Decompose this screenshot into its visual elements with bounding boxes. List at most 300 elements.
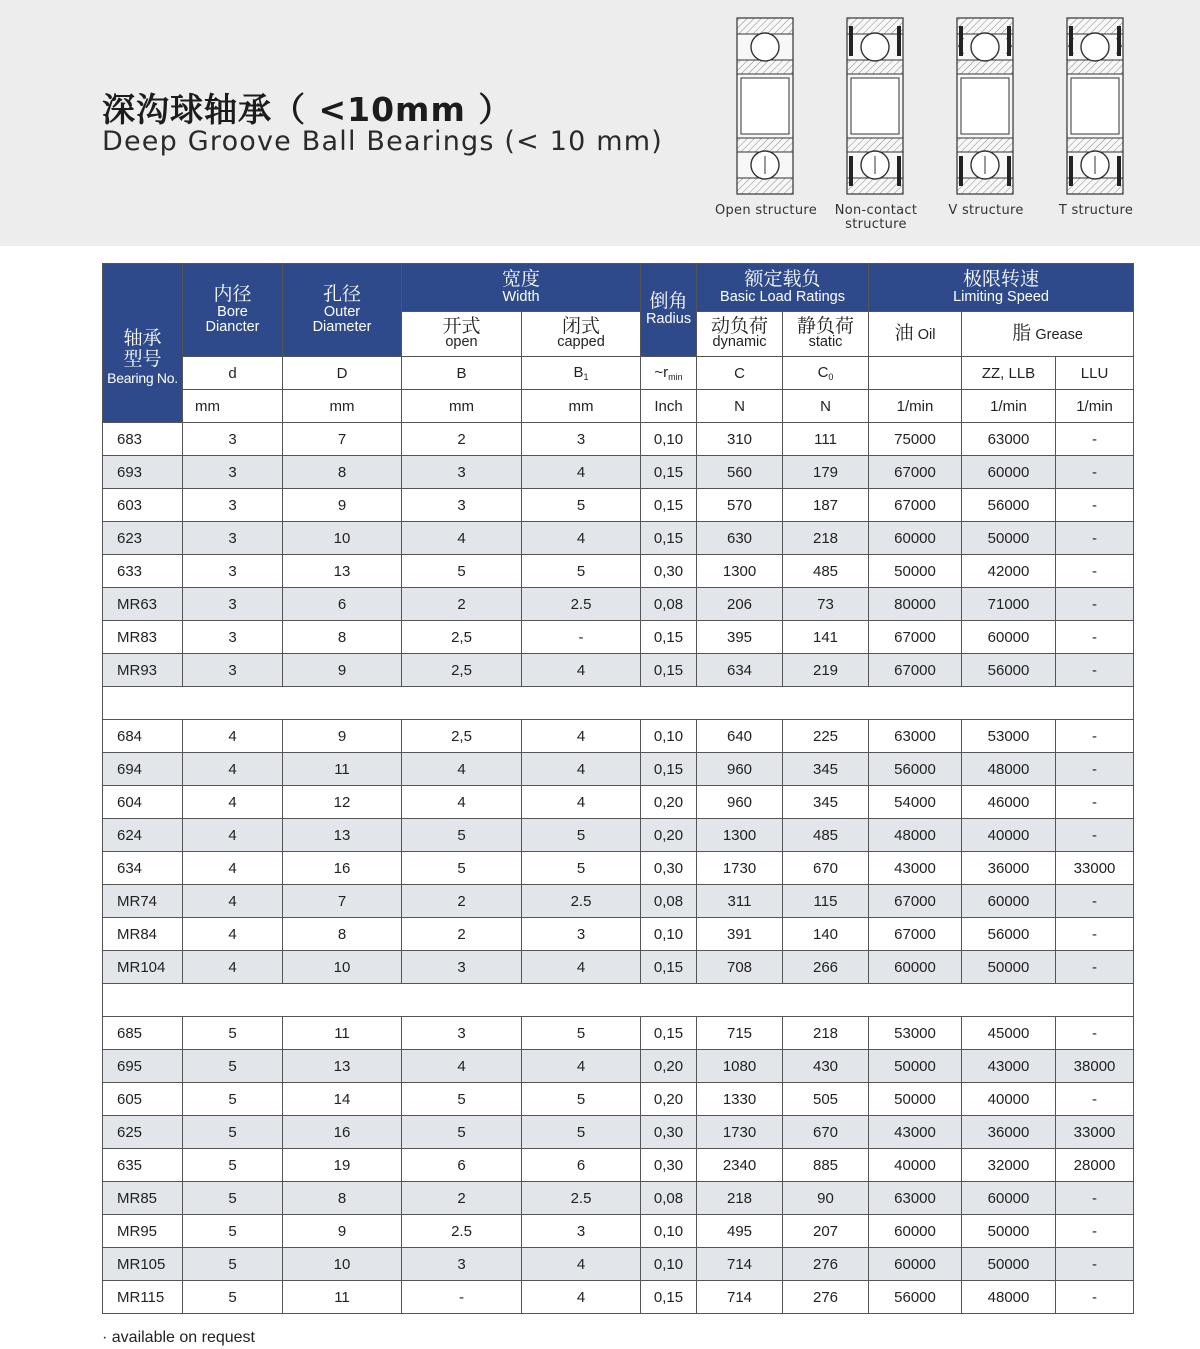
header-radius: 倒角 Radius [641, 264, 697, 357]
bearing-no-cell: 635 [103, 1149, 183, 1182]
table-row [103, 423, 1134, 456]
table-cell: 8 [283, 1182, 402, 1215]
header-grease: 脂 Grease [962, 312, 1134, 357]
table-cell: 715 [697, 1017, 783, 1050]
unit-cell: mm [283, 390, 402, 423]
symbol-row [103, 357, 1134, 390]
table-cell: 5 [183, 1281, 283, 1314]
table-cell: 56000 [962, 489, 1056, 522]
bearing-no-cell: 693 [103, 456, 183, 489]
table-cell: - [1056, 951, 1134, 984]
table-row [103, 1050, 1134, 1083]
table-row [103, 555, 1134, 588]
table-cell: - [1056, 1281, 1134, 1314]
table-row [103, 852, 1134, 885]
bearing-no-cell: MR85 [103, 1182, 183, 1215]
group-separator [103, 984, 1134, 1017]
table-cell: 391 [697, 918, 783, 951]
table-cell: 179 [783, 456, 869, 489]
table-cell: 4 [522, 1050, 641, 1083]
table-cell: 28000 [1056, 1149, 1134, 1182]
table-cell: 3 [402, 1017, 522, 1050]
table-cell: - [1056, 654, 1134, 687]
table-cell: 960 [697, 786, 783, 819]
table-cell: 42000 [962, 555, 1056, 588]
table-cell: 5 [522, 1083, 641, 1116]
table-cell: 630 [697, 522, 783, 555]
header-width-open: 开式 open [402, 312, 522, 357]
bearing-no-cell: 625 [103, 1116, 183, 1149]
table-cell: 50000 [962, 951, 1056, 984]
table-row [103, 753, 1134, 786]
table-cell: 5 [522, 489, 641, 522]
footnote: · available on request [102, 1329, 255, 1346]
table-cell: 3 [183, 456, 283, 489]
table-cell: 75000 [869, 423, 962, 456]
table-cell: 670 [783, 1116, 869, 1149]
table-cell: 218 [697, 1182, 783, 1215]
table-cell: 11 [283, 753, 402, 786]
table-cell: 4 [522, 456, 641, 489]
table-cell: 219 [783, 654, 869, 687]
table-cell: - [1056, 621, 1134, 654]
table-cell: 3 [183, 522, 283, 555]
table-cell: - [1056, 1248, 1134, 1281]
table-cell: 3 [522, 423, 641, 456]
unit-row [103, 390, 1134, 423]
table-cell: 6 [283, 588, 402, 621]
table-cell: 12 [283, 786, 402, 819]
table-cell: 11 [283, 1281, 402, 1314]
table-cell: 310 [697, 423, 783, 456]
symbol-cell: d [183, 357, 283, 390]
table-cell: 43000 [962, 1050, 1056, 1083]
header-width-capped: 闭式 capped [522, 312, 641, 357]
table-cell: 0,08 [641, 885, 697, 918]
bearing-no-cell: 623 [103, 522, 183, 555]
table-cell: 5 [183, 1116, 283, 1149]
table-cell: 3 [522, 1215, 641, 1248]
table-cell: - [1056, 720, 1134, 753]
table-cell: 0,30 [641, 852, 697, 885]
table-cell: 5 [522, 852, 641, 885]
table-cell: 60000 [869, 522, 962, 555]
table-cell: 48000 [962, 1281, 1056, 1314]
v-structure-icon [955, 16, 1017, 196]
table-cell: 4 [183, 885, 283, 918]
table-row [103, 654, 1134, 687]
bearing-no-cell: MR83 [103, 621, 183, 654]
unit-cell: mm [402, 390, 522, 423]
table-cell: 60000 [962, 456, 1056, 489]
table-cell: - [1056, 489, 1134, 522]
table-cell: 3 [183, 654, 283, 687]
table-cell: 1730 [697, 852, 783, 885]
table-cell: 60000 [962, 621, 1056, 654]
table-cell: 2.5 [402, 1215, 522, 1248]
table-cell: - [1056, 819, 1134, 852]
bearing-no-cell: MR95 [103, 1215, 183, 1248]
table-cell: 80000 [869, 588, 962, 621]
table-cell: 4 [402, 786, 522, 819]
table-cell: 560 [697, 456, 783, 489]
table-row [103, 918, 1134, 951]
table-cell: 8 [283, 918, 402, 951]
table-cell: 2 [402, 423, 522, 456]
table-cell: 1300 [697, 555, 783, 588]
table-cell: 960 [697, 753, 783, 786]
table-cell: 4 [522, 720, 641, 753]
table-cell: 2 [402, 588, 522, 621]
table-cell: 6 [402, 1149, 522, 1182]
table-cell: 0,15 [641, 1281, 697, 1314]
table-cell: 4 [183, 951, 283, 984]
table-row [103, 951, 1134, 984]
table-cell: 0,15 [641, 456, 697, 489]
table-cell: - [1056, 588, 1134, 621]
table-cell: 5 [183, 1248, 283, 1281]
table-cell: 7 [283, 885, 402, 918]
table-cell: 19 [283, 1149, 402, 1182]
table-cell: 5 [183, 1017, 283, 1050]
symbol-cell [869, 357, 962, 390]
table-cell: 13 [283, 555, 402, 588]
table-cell: 4 [522, 951, 641, 984]
table-row [103, 1281, 1134, 1314]
table-row [103, 456, 1134, 489]
table-cell: 46000 [962, 786, 1056, 819]
table-cell: 3 [522, 918, 641, 951]
table-cell: 5 [522, 1116, 641, 1149]
table-cell: - [1056, 885, 1134, 918]
table-row [103, 1017, 1134, 1050]
table-cell: 13 [283, 1050, 402, 1083]
table-cell: 2.5 [522, 1182, 641, 1215]
table-cell: 60000 [869, 1248, 962, 1281]
table-cell: 8 [283, 621, 402, 654]
table-cell: 6 [522, 1149, 641, 1182]
table-cell: 5 [183, 1182, 283, 1215]
table-cell: 5 [402, 555, 522, 588]
bearing-no-cell: 683 [103, 423, 183, 456]
table-cell: 33000 [1056, 852, 1134, 885]
unit-cell: mm [522, 390, 641, 423]
table-cell: 0,15 [641, 621, 697, 654]
table-cell: 4 [522, 1281, 641, 1314]
table-cell: 48000 [869, 819, 962, 852]
table-cell: 7 [283, 423, 402, 456]
table-cell: 5 [522, 555, 641, 588]
bearing-no-cell: 624 [103, 819, 183, 852]
bearing-no-cell: MR115 [103, 1281, 183, 1314]
table-cell: 56000 [869, 1281, 962, 1314]
table-cell: 11 [283, 1017, 402, 1050]
header-load-ratings: 额定载负 Basic Load Ratings [697, 264, 869, 312]
table-cell: 67000 [869, 918, 962, 951]
table-cell: 2 [402, 1182, 522, 1215]
table-cell: 50000 [962, 1215, 1056, 1248]
unit-cell: N [783, 390, 869, 423]
group-separator [103, 687, 1134, 720]
table-row [103, 1149, 1134, 1182]
header-static: 静负荷 static [783, 312, 869, 357]
table-cell: 36000 [962, 852, 1056, 885]
symbol-cell: C [697, 357, 783, 390]
table-cell: 4 [183, 753, 283, 786]
table-cell: 276 [783, 1248, 869, 1281]
table-cell: 5 [402, 1083, 522, 1116]
non-contact-structure-icon [845, 16, 907, 196]
table-cell: 0,20 [641, 1083, 697, 1116]
structure-open [706, 16, 826, 218]
t-structure-icon [1065, 16, 1127, 196]
bearing-no-cell: 633 [103, 555, 183, 588]
table-cell: 33000 [1056, 1116, 1134, 1149]
table-cell: 885 [783, 1149, 869, 1182]
unit-cell: mm [183, 390, 283, 423]
table-cell: 10 [283, 951, 402, 984]
table-cell: 2.5 [522, 885, 641, 918]
table-cell: 0,30 [641, 555, 697, 588]
table-cell: 60000 [869, 1215, 962, 1248]
table-row [103, 1116, 1134, 1149]
header-limiting-speed: 极限转速 Limiting Speed [869, 264, 1134, 312]
table-cell: 4 [183, 786, 283, 819]
symbol-cell: B [402, 357, 522, 390]
table-cell: 115 [783, 885, 869, 918]
table-cell: - [1056, 1083, 1134, 1116]
table-cell: 395 [697, 621, 783, 654]
header-outer-diameter: 孔径 Outer Diameter [283, 264, 402, 357]
table-cell: 67000 [869, 621, 962, 654]
table-cell: 140 [783, 918, 869, 951]
table-row [103, 522, 1134, 555]
table-cell: 3 [183, 555, 283, 588]
table-cell: 90 [783, 1182, 869, 1215]
bearing-no-cell: MR74 [103, 885, 183, 918]
table-cell: 10 [283, 1248, 402, 1281]
table-cell: 5 [522, 819, 641, 852]
table-cell: 50000 [962, 522, 1056, 555]
table-cell: 1300 [697, 819, 783, 852]
table-cell: 5 [402, 819, 522, 852]
table-cell: 67000 [869, 885, 962, 918]
unit-cell: 1/min [869, 390, 962, 423]
table-cell: 54000 [869, 786, 962, 819]
table-cell: 708 [697, 951, 783, 984]
table-cell: 4 [522, 1248, 641, 1281]
bearing-no-cell: MR105 [103, 1248, 183, 1281]
table-cell: 3 [402, 456, 522, 489]
table-cell: 4 [522, 522, 641, 555]
bearing-no-cell: 605 [103, 1083, 183, 1116]
table-cell: 0,20 [641, 786, 697, 819]
table-cell: 40000 [869, 1149, 962, 1182]
table-cell: 495 [697, 1215, 783, 1248]
table-cell: 5 [183, 1149, 283, 1182]
table-cell: - [1056, 456, 1134, 489]
table-cell: 0,15 [641, 951, 697, 984]
unit-cell: 1/min [1056, 390, 1134, 423]
table-cell: - [1056, 918, 1134, 951]
table-cell: 45000 [962, 1017, 1056, 1050]
table-cell: 3 [183, 489, 283, 522]
table-row [103, 1248, 1134, 1281]
unit-cell: 1/min [962, 390, 1056, 423]
table-cell: 141 [783, 621, 869, 654]
table-cell: 485 [783, 819, 869, 852]
unit-cell: Inch [641, 390, 697, 423]
bearing-no-cell: 695 [103, 1050, 183, 1083]
table-cell: 4 [522, 654, 641, 687]
table-row [103, 621, 1134, 654]
bearing-no-cell: MR93 [103, 654, 183, 687]
table-cell: 2 [402, 918, 522, 951]
table-cell: 9 [283, 720, 402, 753]
table-cell: - [1056, 1182, 1134, 1215]
table-cell: 38000 [1056, 1050, 1134, 1083]
page-title-cn: 深沟球轴承（ <10mm ） [102, 90, 513, 129]
table-cell: 50000 [962, 1248, 1056, 1281]
table-cell: 0,15 [641, 489, 697, 522]
table-cell: 0,30 [641, 1116, 697, 1149]
table-row [103, 1083, 1134, 1116]
table-cell: 640 [697, 720, 783, 753]
table-cell: 14 [283, 1083, 402, 1116]
table-cell: - [1056, 1017, 1134, 1050]
table-cell: 218 [783, 522, 869, 555]
table-cell: - [402, 1281, 522, 1314]
table-cell: 36000 [962, 1116, 1056, 1149]
table-cell: 0,10 [641, 1215, 697, 1248]
table-cell: 9 [283, 1215, 402, 1248]
bearing-no-cell: 603 [103, 489, 183, 522]
table-cell: - [1056, 786, 1134, 819]
table-cell: 4 [402, 753, 522, 786]
table-cell: 4 [522, 753, 641, 786]
table-cell: 2 [402, 885, 522, 918]
table-cell: 3 [183, 621, 283, 654]
table-cell: 1080 [697, 1050, 783, 1083]
table-cell: 40000 [962, 1083, 1056, 1116]
table-cell: 2,5 [402, 654, 522, 687]
table-cell: 430 [783, 1050, 869, 1083]
table-cell: 73 [783, 588, 869, 621]
structure-label: V structure [948, 203, 1024, 218]
table-cell: 218 [783, 1017, 869, 1050]
table-cell: 0,15 [641, 654, 697, 687]
table-row [103, 786, 1134, 819]
structure-v [926, 16, 1046, 218]
header-bore: 内径 Bore Diancter [183, 264, 283, 357]
table-cell: 4 [183, 918, 283, 951]
table-cell: 60000 [962, 1182, 1056, 1215]
table-cell: 4 [183, 720, 283, 753]
table-cell: 63000 [869, 720, 962, 753]
table-row [103, 720, 1134, 753]
table-cell: 5 [183, 1215, 283, 1248]
table-row [103, 1182, 1134, 1215]
table-row [103, 588, 1134, 621]
table-cell: 2,5 [402, 621, 522, 654]
table-cell: 2,5 [402, 720, 522, 753]
table-cell: 3 [402, 1248, 522, 1281]
table-cell: 276 [783, 1281, 869, 1314]
table-cell: 0,10 [641, 918, 697, 951]
table-cell: 5 [402, 1116, 522, 1149]
symbol-cell: $B_1$ [522, 357, 641, 390]
symbol-cell: $\sim r_{min}$ [641, 357, 697, 390]
table-cell: 3 [402, 951, 522, 984]
table-cell: 4 [402, 522, 522, 555]
table-cell: 13 [283, 819, 402, 852]
table-cell: 67000 [869, 456, 962, 489]
table-cell: 56000 [962, 918, 1056, 951]
table-cell: - [1056, 555, 1134, 588]
table-cell: 0,08 [641, 1182, 697, 1215]
bearing-no-cell: 684 [103, 720, 183, 753]
header-dynamic: 动负荷 dynamic [697, 312, 783, 357]
table-cell: 0,15 [641, 1017, 697, 1050]
table-cell: 48000 [962, 753, 1056, 786]
table-cell: 43000 [869, 852, 962, 885]
table-cell: 9 [283, 489, 402, 522]
table-cell: 40000 [962, 819, 1056, 852]
table-cell: 3 [183, 423, 283, 456]
table-cell: 345 [783, 786, 869, 819]
structure-t [1036, 16, 1156, 218]
table-cell: 311 [697, 885, 783, 918]
title-banner [0, 0, 1200, 246]
table-cell: 0,08 [641, 588, 697, 621]
table-cell: 111 [783, 423, 869, 456]
table-cell: 0,20 [641, 1050, 697, 1083]
table-cell: 3 [402, 489, 522, 522]
table-cell: 0,10 [641, 1248, 697, 1281]
table-cell: 0,20 [641, 819, 697, 852]
header-bearing-no: 轴承 型号 Bearing No. [103, 264, 183, 423]
page-title-en: Deep Groove Ball Bearings (< 10 mm) [102, 126, 664, 157]
table-row [103, 489, 1134, 522]
table-cell: 1330 [697, 1083, 783, 1116]
table-cell: 187 [783, 489, 869, 522]
table-cell: 4 [183, 819, 283, 852]
table-row [103, 819, 1134, 852]
table-cell: 43000 [869, 1116, 962, 1149]
bearing-no-cell: 694 [103, 753, 183, 786]
table-cell: 4 [402, 1050, 522, 1083]
table-cell: 0,15 [641, 753, 697, 786]
table-row [103, 885, 1134, 918]
table-cell: - [1056, 1215, 1134, 1248]
table-cell: 56000 [962, 654, 1056, 687]
table-cell: 3 [183, 588, 283, 621]
table-cell: 670 [783, 852, 869, 885]
table-cell: - [522, 621, 641, 654]
header-width: 宽度 Width [402, 264, 641, 312]
table-cell: 2.5 [522, 588, 641, 621]
unit-cell: N [697, 390, 783, 423]
symbol-cell: LLU [1056, 357, 1134, 390]
table-cell: 714 [697, 1248, 783, 1281]
table-cell: - [1056, 753, 1134, 786]
table-cell: 0,10 [641, 720, 697, 753]
symbol-cell: D [283, 357, 402, 390]
table-cell: 60000 [869, 951, 962, 984]
bearing-no-cell: MR84 [103, 918, 183, 951]
table-cell: 0,30 [641, 1149, 697, 1182]
table-cell: 266 [783, 951, 869, 984]
